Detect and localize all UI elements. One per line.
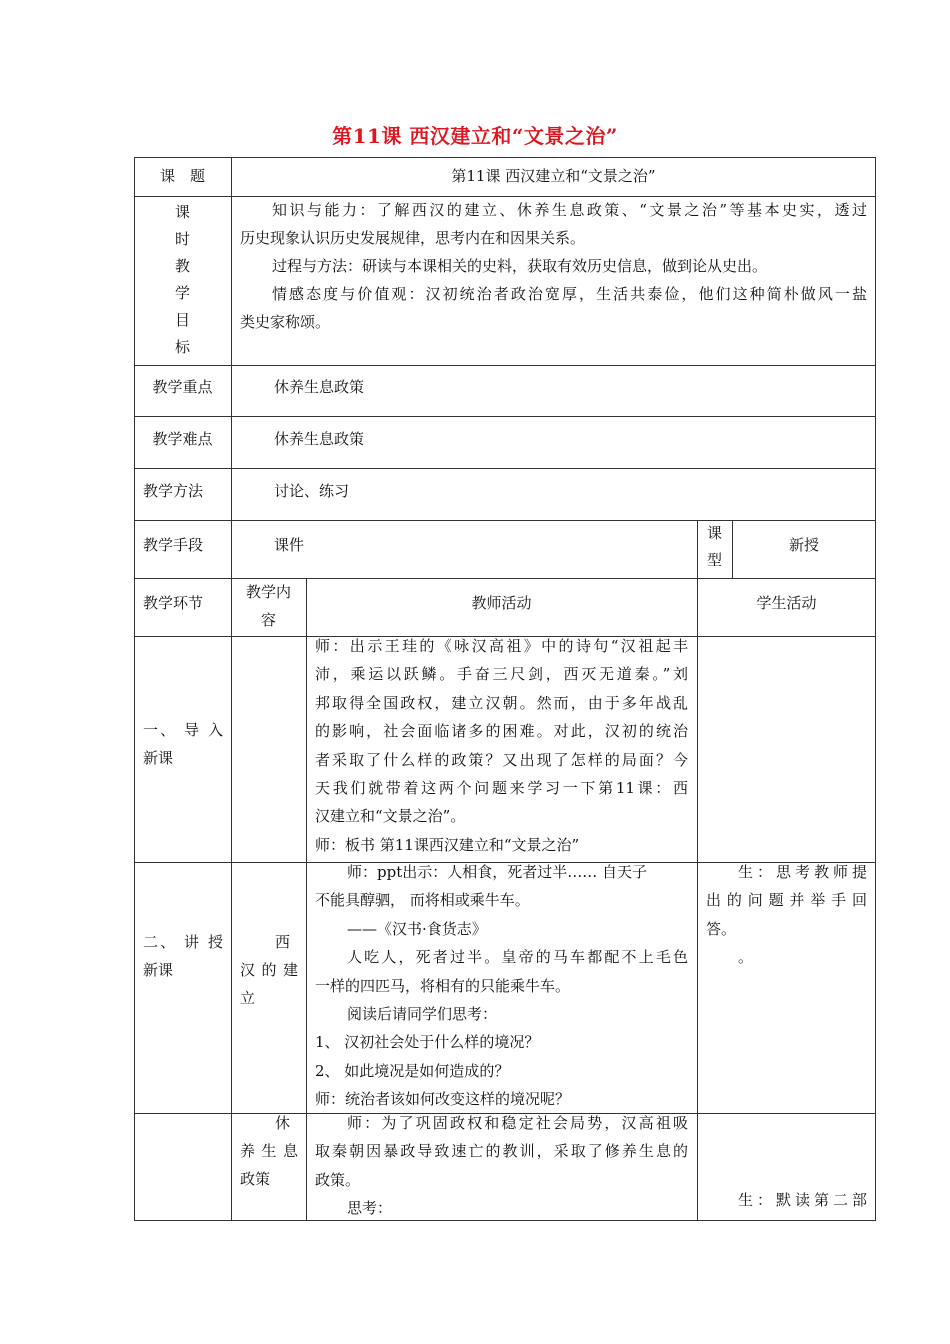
focus-value: 休养生息政策 xyxy=(274,378,365,396)
lesson-type-value: 新授 xyxy=(788,536,819,554)
row-divider xyxy=(134,365,876,366)
section2-student-activity: 生：思考教师提 出 的 问 题 并 举 手 回 答。 。 xyxy=(706,863,867,967)
col-divider xyxy=(231,157,232,1221)
section3-student-activity: 生：默读第二部 xyxy=(738,1191,867,1209)
difficulty-value: 休养生息政策 xyxy=(274,430,365,448)
col-header-teacher: 教师活动 xyxy=(471,594,532,612)
row-divider xyxy=(134,520,876,521)
objectives-text: 知识与能力：了解西汉的建立、休养生息政策、“文景之治”等基本史实，透过 历史现象认识历史发展规律，思考内在和因果关系。 过程与方法：研读与本课相关的史料，获取有效历史信息，做到论从史出。 情感态度与价值观：汉初统治者政治宽厚，生活共泰俭，他们这种简朴做风一盐 类史家称颂。 xyxy=(240,201,867,331)
topic-label: 课 题 xyxy=(159,167,205,185)
section3-teacher-activity: 师：为了巩固政权和稳定社会局势，汉高祖吸 取秦朝因暴政导致速亡的教训，采取了修养生息的 政策。 思考： xyxy=(315,1114,688,1218)
means-value: 课件 xyxy=(274,536,305,554)
section1-stage: 一、 导 入 新课 xyxy=(143,721,223,767)
page-title: 第11课 西汉建立和“文景之治” xyxy=(332,124,618,148)
section2-teacher-activity: 师：ppt出示：人相食，死者过半…… 自天子 不能具醇驷， 而将相或乘牛车。 ——《汉书·食货志》 人吃人，死者过半。皇帝的马车都配不上毛色 一样的四匹马，将相有的只能乘牛车。 阅读后请同学们思考： 1、 汉初社会处于什么样的境况？ 2、 如此境况是如何造成的？ 师：统治者该如何改变这样的境况呢？ xyxy=(315,863,688,1109)
means-label: 教学手段 xyxy=(143,536,204,554)
section2-content: 西 汉 的 建 立 xyxy=(240,933,298,1007)
row-divider xyxy=(134,416,876,417)
method-value: 讨论、练习 xyxy=(274,482,350,500)
col-divider xyxy=(306,578,307,1221)
objectives-label: 课 时 教 学 目 标 xyxy=(174,203,190,356)
lesson-type-label: 课 型 xyxy=(706,524,722,569)
col-header-student: 学生活动 xyxy=(756,594,817,612)
section1-teacher-activity: 师：出示王珪的《咏汉高祖》中的诗句“汉祖起丰 沛，乘运以跃鳞。手奋三尺剑，西灭无道秦。”刘 邦取得全国政权，建立汉朝。然而，由于多年战乱 的影响，社会面临诸多的困难。对此，汉初的统治 者采取了什么样的政策？又出现了怎样的局面？今 天我们就带着这两个问题来学习一下第11课：西 汉建立和“文景之治”。 师：板书 第11课西汉建立和“文景之治” xyxy=(315,637,688,854)
focus-label: 教学重点 xyxy=(152,378,213,396)
section3-content: 休 养 生 息 政策 xyxy=(240,1114,298,1188)
difficulty-label: 教学难点 xyxy=(152,430,213,448)
col-header-stage: 教学环节 xyxy=(143,594,204,612)
method-label: 教学方法 xyxy=(143,482,204,500)
row-divider xyxy=(134,468,876,469)
section2-stage: 二、 讲 授 新课 xyxy=(143,933,223,979)
col-header-content: 教学内 容 xyxy=(245,583,291,629)
topic-value: 第11课 西汉建立和“文景之治” xyxy=(451,167,656,185)
col-divider xyxy=(697,520,698,1221)
